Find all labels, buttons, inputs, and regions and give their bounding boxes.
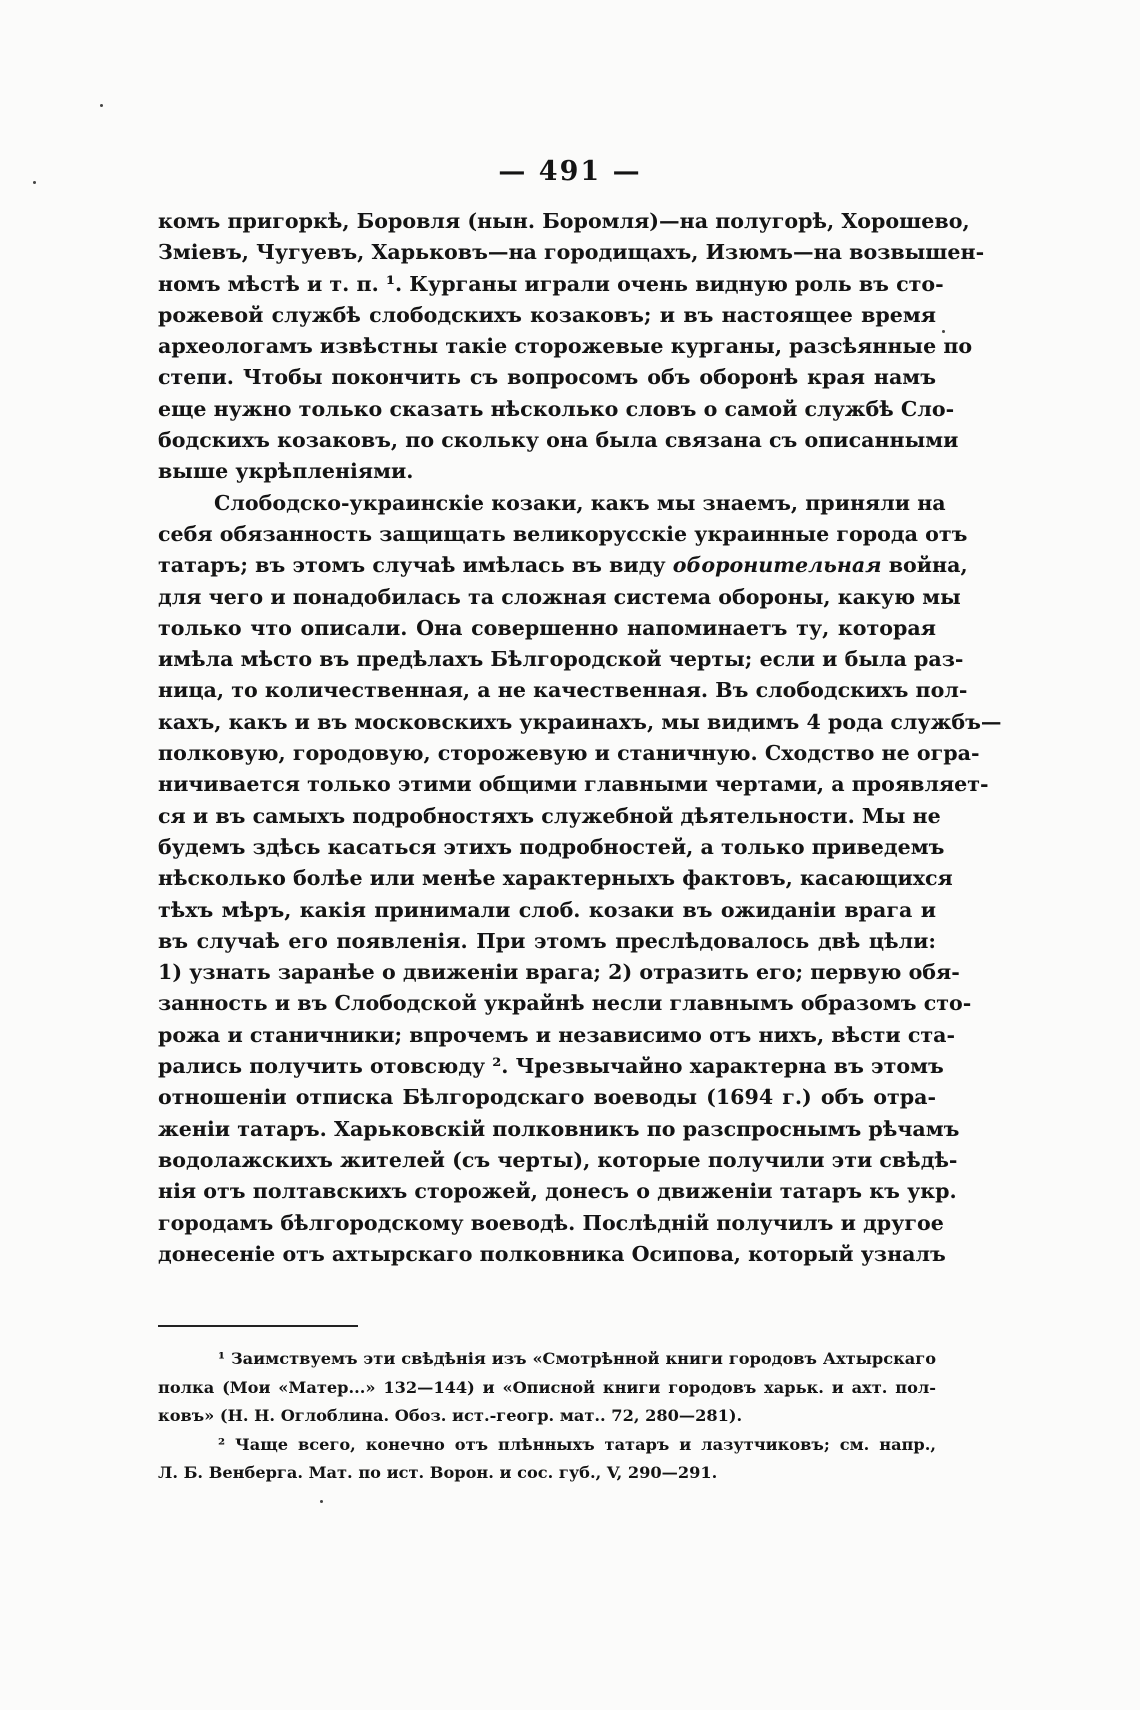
text-line: археологамъ извѣстны такіе сторожевые курганы, разсѣянные по xyxy=(158,334,973,359)
footnote-divider xyxy=(158,1325,358,1327)
text-line: нія отъ полтавскихъ сторожей, донесъ о движеніи татаръ къ укр. xyxy=(158,1179,957,1204)
text-line: еще нужно только сказать нѣсколько словъ о самой службѣ Сло- xyxy=(158,396,955,421)
text-line: бодскихъ козаковъ, по скольку она была связана съ описанными xyxy=(158,428,959,453)
text-line: ничивается только этими общими главными чертами, а проявляет- xyxy=(158,772,989,797)
text-line: номъ мѣстѣ и т. п. ¹. Курганы играли очень видную роль въ сто- xyxy=(158,271,944,296)
text-line: комъ пригоркѣ, Боровля (нын. Боромля)—на полугорѣ, Хорошево, xyxy=(158,209,970,233)
text-segment: война, xyxy=(888,553,968,578)
footnote-line: ¹ Заимствуемъ эти свѣдѣнія изъ «Смотрѣнной книги городовъ Ахтырскаго xyxy=(218,1349,936,1368)
text-segment: татаръ; въ этомъ случаѣ имѣлась въ виду xyxy=(158,553,666,578)
text-line: донесеніе отъ ахтырскаго полковника Осипова, который узналъ xyxy=(158,1241,946,1266)
text-line: имѣла мѣсто въ предѣлахъ Бѣлгородской черты; если и была раз- xyxy=(158,647,964,672)
text-line: ся и въ самыхъ подробностяхъ служебной дѣятельности. Мы не xyxy=(158,803,941,828)
text-line: выше укрѣпленіями. xyxy=(158,459,414,484)
text-line: степи. Чтобы покончить съ вопросомъ объ оборонѣ края намъ xyxy=(158,365,936,390)
footnote-line: полка (Мои «Матер...» 132—144) и «Описной книги городовъ харьк. и ахт. пол- xyxy=(158,1377,936,1397)
scan-speck xyxy=(942,330,945,333)
text-line: Слободско-украинскіе козаки, какъ мы знаемъ, приняли на xyxy=(214,490,946,515)
text-line: кахъ, какъ и въ московскихъ украинахъ, мы видимъ 4 рода службъ— xyxy=(158,709,1002,734)
text-line: занность и въ Слободской украйнѣ несли главнымъ образомъ сто- xyxy=(158,991,972,1016)
text-line: для чего и понадобилась та сложная система обороны, какую мы xyxy=(158,584,961,609)
text-line: полковую, городовую, сторожевую и станичную. Сходство не огра- xyxy=(158,741,980,766)
text-line: 1) узнать заранѣе о движеніи врага; 2) отразить его; первую обя- xyxy=(158,960,960,985)
footnotes xyxy=(158,1345,936,1488)
text-line-with-italic xyxy=(158,550,968,581)
text-line: нѣсколько болѣе или менѣе характерныхъ фактовъ, касающихся xyxy=(158,866,953,891)
text-line: ница, то количественная, а не качественная. Въ слободскихъ пол- xyxy=(158,678,968,703)
footnote-line: Л. Б. Венберга. Мат. по ист. Ворон. и сос. губ., V, 290—291. xyxy=(158,1463,718,1482)
text-line: женіи татаръ. Харьковскій полковникъ по разспроснымъ рѣчамъ xyxy=(158,1116,960,1141)
main-text xyxy=(158,206,1002,1270)
text-line: только что описали. Она совершенно напоминаетъ ту, которая xyxy=(158,615,936,640)
text-line: городамъ бѣлгородскому воеводѣ. Послѣдній получилъ и другое xyxy=(158,1210,944,1235)
text-line: въ случаѣ его появленія. При этомъ преслѣдовалось двѣ цѣли: xyxy=(158,928,936,953)
text-line: себя обязанность защищать великорусскіе украинные города отъ xyxy=(158,521,968,546)
footnote-line: ковъ» (Н. Н. Оглоблина. Обоз. ист.-геогр. мат.. 72, 280—281). xyxy=(158,1406,743,1425)
page-number: — 491 — xyxy=(498,156,642,187)
scan-speck xyxy=(100,104,103,107)
text-line: Зміевъ, Чугуевъ, Харьковъ—на городищахъ, Изюмъ—на возвышен- xyxy=(158,240,985,265)
text-line: водолажскихъ жителей (съ черты), которые получили эти свѣдѣ- xyxy=(158,1147,958,1172)
scan-speck xyxy=(320,1500,323,1503)
text-line: рожа и станичники; впрочемъ и независимо отъ нихъ, вѣсти ста- xyxy=(158,1022,956,1047)
italic-emphasis: оборонительная xyxy=(672,553,882,578)
text-line: отношеніи отписка Бѣлгородскаго воеводы (1694 г.) объ отра- xyxy=(158,1085,936,1110)
text-line: тѣхъ мѣръ, какія принимали слоб. козаки въ ожиданіи врага и xyxy=(158,897,936,922)
text-line: рались получить отовсюду ². Чрезвычайно характерна въ этомъ xyxy=(158,1054,944,1079)
text-line: будемъ здѣсь касаться этихъ подробностей, а только приведемъ xyxy=(158,834,945,859)
footnote-line: ² Чаще всего, конечно отъ плѣнныхъ татаръ и лазутчиковъ; см. напр., xyxy=(218,1434,936,1454)
text-line: рожевой службѣ слободскихъ козаковъ; и въ настоящее время xyxy=(158,302,936,327)
